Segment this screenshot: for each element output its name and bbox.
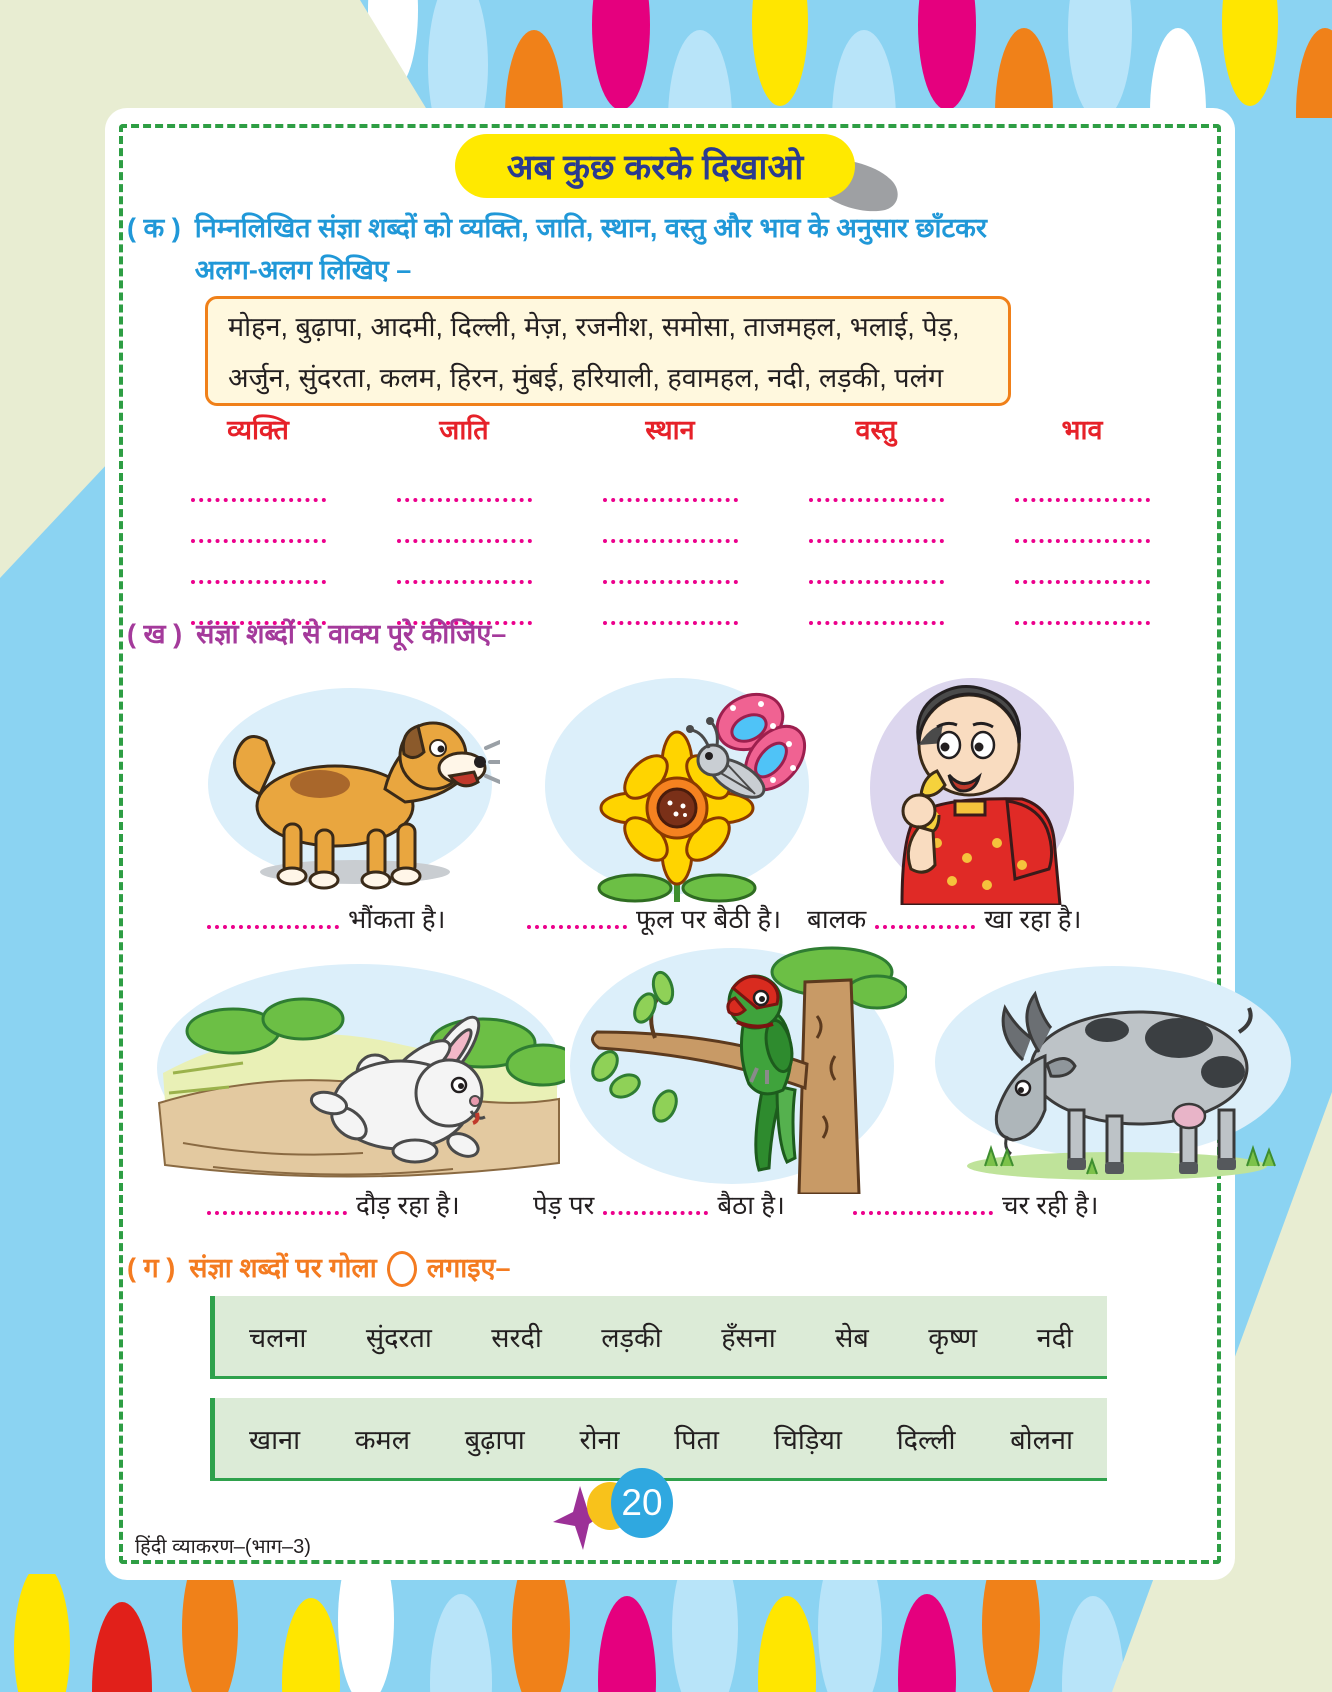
circle-icon xyxy=(387,1251,417,1287)
word: कृष्ण xyxy=(928,1322,978,1353)
decorative-dot xyxy=(182,1574,238,1692)
parrot-on-tree-illustration xyxy=(567,936,907,1199)
word: पिता xyxy=(674,1424,719,1455)
caption-rabbit-blank xyxy=(207,1201,347,1215)
write-in-blank xyxy=(361,570,567,584)
decorative-dot xyxy=(995,28,1053,118)
caption-butterfly xyxy=(527,900,781,936)
decorative-dot xyxy=(598,1596,656,1692)
section-ka-instruction xyxy=(195,208,987,292)
column-header-place: स्थान xyxy=(645,415,695,445)
decorative-dot xyxy=(282,1598,340,1692)
write-in-blank xyxy=(773,611,979,625)
caption-butterfly-blank xyxy=(527,915,627,929)
badge-blue-circle xyxy=(611,1468,673,1538)
write-in-blank xyxy=(567,611,773,625)
caption-rabbit-text: दौड़ रहा है। xyxy=(356,1190,460,1220)
write-in-blank xyxy=(155,488,361,502)
column-header-feeling: भाव xyxy=(1061,415,1103,445)
decorative-dot xyxy=(668,30,732,118)
decorative-dot xyxy=(832,30,896,118)
caption-dog xyxy=(207,900,445,936)
decorative-dot xyxy=(898,1594,956,1692)
write-in-blank xyxy=(773,529,979,543)
write-in-blank xyxy=(979,570,1185,584)
word-box-line1: मोहन, बुढ़ापा, आदमी, दिल्ली, मेज़, रजनीश, समोसा, ताजमहल, भलाई, पेड़, xyxy=(228,312,960,342)
write-in-blank xyxy=(567,529,773,543)
section-ga-heading xyxy=(127,1248,511,1290)
running-rabbit-illustration xyxy=(153,953,565,1196)
page-number-badge xyxy=(553,1464,683,1556)
banner-title: अब कुछ करके दिखाओ xyxy=(506,147,804,187)
word: रोना xyxy=(579,1424,620,1455)
section-ga-instruction-before: संज्ञा शब्दों पर गोला xyxy=(189,1253,377,1283)
decorative-dot xyxy=(918,0,976,110)
word: दिल्ली xyxy=(896,1424,956,1455)
table-header-row xyxy=(155,410,1185,447)
caption-dog-text: भौंकता है। xyxy=(348,904,446,934)
noun-word-box xyxy=(205,296,1011,406)
grazing-goat-illustration xyxy=(927,960,1299,1193)
decorative-dot xyxy=(338,1574,394,1692)
decorative-dot xyxy=(1068,0,1132,118)
caption-boy xyxy=(807,900,1081,936)
decorative-dot xyxy=(752,0,808,106)
word: कमल xyxy=(354,1424,411,1455)
decorative-dot xyxy=(14,1574,70,1692)
title-banner xyxy=(455,134,855,198)
noun-sorting-table xyxy=(155,410,1185,625)
decorative-dot xyxy=(672,1574,738,1692)
section-kha-heading xyxy=(127,614,506,656)
decorative-dot xyxy=(1296,28,1332,118)
caption-goat-blank xyxy=(853,1201,993,1215)
section-kha-instruction: संज्ञा शब्दों से वाक्य पूरे कीजिए– xyxy=(196,619,507,649)
write-in-blank xyxy=(773,488,979,502)
write-in-blank xyxy=(155,529,361,543)
write-in-blank xyxy=(361,488,567,502)
decorative-dot xyxy=(430,1594,492,1692)
decorative-dot xyxy=(1062,1596,1124,1692)
word: हँसना xyxy=(721,1322,776,1353)
butterfly-on-flower-illustration xyxy=(537,656,817,911)
page-number: 20 xyxy=(621,1482,663,1523)
word-row-1 xyxy=(210,1296,1107,1379)
boy-eating-banana-illustration xyxy=(857,653,1082,910)
caption-goat-text: चर रही है। xyxy=(1002,1190,1099,1220)
column-header-thing: वस्तु xyxy=(855,415,897,445)
word: खाना xyxy=(249,1424,301,1455)
table-blank-row xyxy=(155,543,1185,584)
section-kha-label: ( ख ) xyxy=(127,619,183,649)
decorative-dot xyxy=(428,0,488,118)
section-ga-label: ( ग ) xyxy=(127,1253,176,1283)
table-blank-row xyxy=(155,502,1185,543)
decorative-dot xyxy=(92,1602,152,1692)
decorative-dot xyxy=(505,30,563,118)
word: चलना xyxy=(249,1322,307,1353)
word: बुढ़ापा xyxy=(464,1424,525,1455)
write-in-blank xyxy=(155,570,361,584)
caption-parrot xyxy=(533,1186,785,1222)
caption-boy-text: खा रहा है। xyxy=(984,904,1082,934)
table-blank-row xyxy=(155,461,1185,502)
word: नदी xyxy=(1036,1322,1073,1353)
caption-parrot-text: बैठा है। xyxy=(717,1190,785,1220)
word: चिड़िया xyxy=(773,1424,842,1455)
word: सरदी xyxy=(491,1322,542,1353)
decorative-dot xyxy=(1222,0,1278,106)
worksheet-page xyxy=(105,108,1235,1580)
table-blank-rows xyxy=(155,461,1185,625)
caption-parrot-blank xyxy=(603,1201,708,1215)
write-in-blank xyxy=(773,570,979,584)
decorative-dot xyxy=(818,1574,882,1692)
decorative-dot xyxy=(758,1596,816,1692)
word-box-line2: अर्जुन, सुंदरता, कलम, हिरन, मुंबई, हरियाली, हवामहल, नदी, लड़की, पलंग xyxy=(228,363,944,393)
caption-butterfly-text: फूल पर बैठी है। xyxy=(636,904,782,934)
decorative-dot xyxy=(982,1574,1040,1692)
section-ga-instruction-after: लगाइए– xyxy=(426,1253,511,1283)
write-in-blank xyxy=(979,488,1185,502)
decorative-dot xyxy=(1150,28,1206,118)
decorative-dot xyxy=(592,0,650,110)
write-in-blank xyxy=(567,488,773,502)
word: लड़की xyxy=(601,1322,662,1353)
write-in-blank xyxy=(567,570,773,584)
column-header-person: व्यक्ति xyxy=(227,415,289,445)
banner-pill xyxy=(455,134,855,198)
write-in-blank xyxy=(979,529,1185,543)
write-in-blank xyxy=(979,611,1185,625)
caption-boy-pre: बालक xyxy=(807,904,867,934)
section-ka-instruction-line1: निम्नलिखित संज्ञा शब्दों को व्यक्ति, जाति, स्थान, वस्तु और भाव के अनुसार छाँटकर xyxy=(194,213,987,243)
book-title: हिंदी व्याकरण–(भाग–3) xyxy=(135,1536,311,1558)
column-header-class: जाति xyxy=(439,415,489,445)
section-ka-label: ( क ) xyxy=(127,213,181,243)
decorative-dot xyxy=(512,1574,570,1692)
section-ka-instruction-line2: अलग-अलग लिखिए – xyxy=(194,254,412,285)
caption-goat xyxy=(853,1186,1098,1222)
word: सेब xyxy=(835,1322,869,1353)
caption-boy-blank xyxy=(875,915,975,929)
caption-parrot-pre: पेड़ पर xyxy=(533,1190,595,1220)
section-ka-heading xyxy=(127,208,1202,292)
barking-dog-illustration xyxy=(200,664,500,904)
caption-dog-blank xyxy=(207,915,339,929)
write-in-blank xyxy=(361,529,567,543)
word: बोलना xyxy=(1010,1424,1073,1455)
word: सुंदरता xyxy=(365,1322,432,1353)
caption-rabbit xyxy=(207,1186,460,1222)
